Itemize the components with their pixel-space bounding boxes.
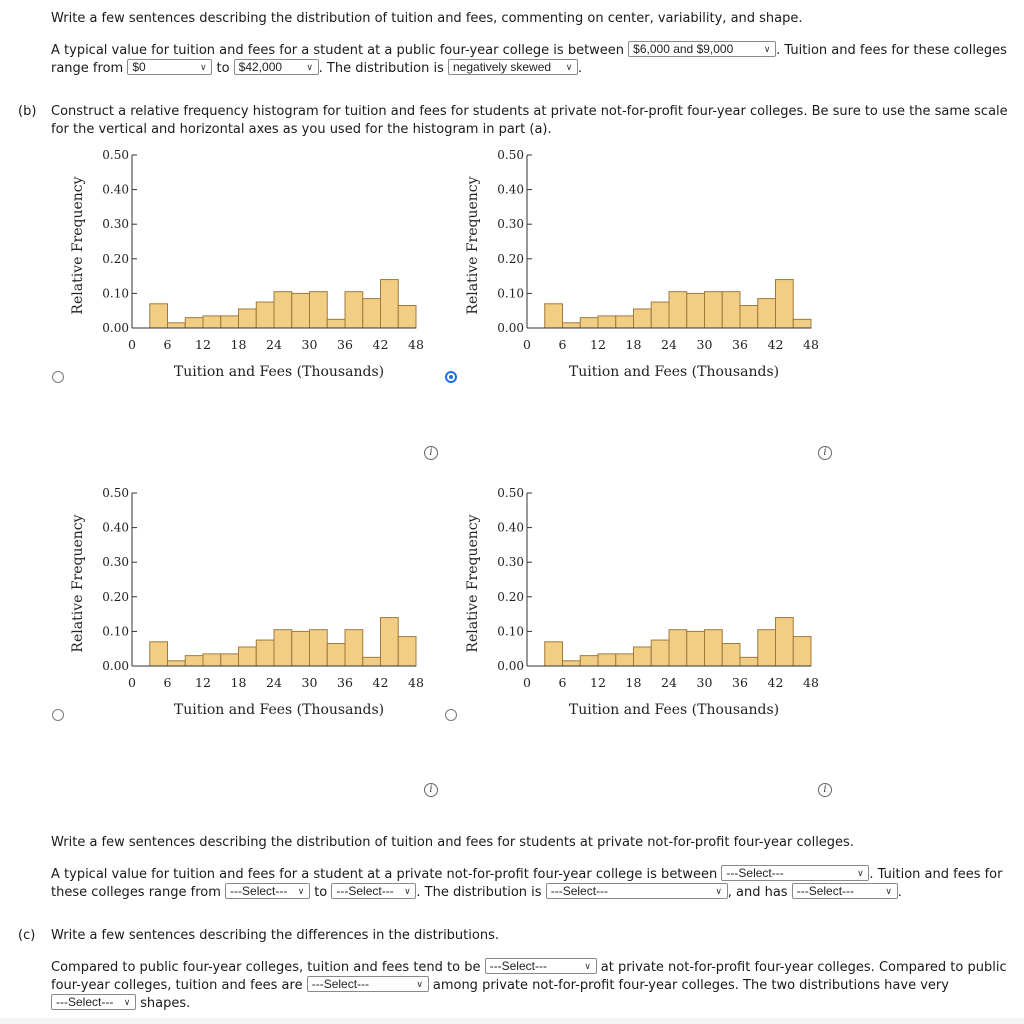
histogram-bar [345, 630, 363, 666]
x-tick-label: 12 [195, 675, 211, 690]
histogram-bar [274, 630, 292, 666]
histogram-bar [363, 299, 381, 328]
part-c-text-5: shapes. [140, 996, 191, 1011]
histogram-bar [793, 637, 811, 666]
x-tick-label: 42 [372, 337, 389, 352]
chevron-down-icon: ∨ [857, 868, 864, 878]
x-tick-label: 0 [523, 337, 531, 352]
info-icon[interactable]: i [424, 783, 438, 797]
part-c-variability-select[interactable]: ---Select--- ∨ [307, 976, 429, 992]
histogram-bar [292, 631, 310, 666]
x-tick-label: 30 [301, 337, 318, 352]
histogram-bar [669, 630, 687, 666]
part-c-text-1: Compared to public four-year colleges, tuition and fees tend to be [51, 960, 481, 975]
histogram-bar [381, 618, 399, 666]
histogram-option-1 [60, 145, 430, 385]
histogram-bar [758, 299, 776, 328]
y-tick-label: 0.50 [102, 486, 129, 500]
part-c-text-2: at private not-for-profit four-year colleges. Compared to public [600, 960, 1007, 975]
histogram-bar [722, 644, 740, 666]
histogram-bar [793, 319, 811, 328]
x-tick-label: 0 [128, 675, 136, 690]
x-tick-label: 48 [408, 675, 424, 690]
x-tick-label: 30 [696, 337, 713, 352]
chevron-down-icon: ∨ [885, 886, 892, 896]
part-c-text-4: among private not-for-profit four-year colleges. The two distributions have very [432, 978, 949, 993]
part-a-text-3: range from [51, 61, 124, 76]
x-axis-title: Tuition and Fees (Thousands) [568, 702, 780, 718]
x-tick-label: 36 [732, 337, 748, 352]
histogram-bar [185, 656, 203, 666]
x-tick-label: 48 [408, 337, 424, 352]
x-tick-label: 30 [696, 675, 713, 690]
y-axis-title: Relative Frequency [70, 514, 86, 653]
x-tick-label: 0 [128, 337, 136, 352]
part-c-sentence-line2 [51, 976, 949, 995]
y-tick-label: 0.10 [102, 286, 129, 301]
histogram-bar [563, 661, 581, 666]
histogram-bar [274, 292, 292, 328]
histogram-bar [705, 292, 723, 328]
part-c-comparison-select[interactable]: ---Select--- ∨ [485, 958, 597, 974]
histogram-bar [616, 316, 634, 328]
x-tick-label: 48 [803, 337, 819, 352]
part-c-label: (c) [18, 928, 36, 943]
histogram-bar [758, 630, 776, 666]
y-tick-label: 0.10 [497, 286, 524, 301]
x-tick-label: 36 [337, 675, 353, 690]
histogram-svg [455, 145, 825, 385]
histogram-bar [634, 647, 652, 666]
chevron-down-icon: ∨ [584, 961, 591, 971]
histogram-bar [221, 654, 239, 666]
part-a-range-max-select[interactable]: $42,000 ∨ [234, 59, 319, 75]
part-b-prompt: Write a few sentences describing the distribution of tuition and fees for students at private not-for-profit four-year colleges. [51, 835, 854, 850]
y-tick-label: 0.50 [102, 148, 129, 162]
x-tick-label: 24 [266, 675, 282, 690]
chevron-down-icon: ∨ [416, 979, 424, 989]
part-a-text-4: to [216, 61, 230, 76]
x-tick-label: 18 [625, 337, 642, 352]
chevron-down-icon: ∨ [123, 997, 131, 1007]
x-tick-label: 36 [337, 337, 353, 352]
x-tick-label: 42 [767, 337, 784, 352]
histogram-option-3-radio[interactable] [52, 709, 64, 721]
part-c-sentence-line3 [51, 994, 190, 1013]
part-a-sentence-line2 [51, 59, 582, 78]
info-icon[interactable]: i [818, 446, 832, 460]
histogram-bar [740, 657, 758, 666]
histogram-option-4-radio[interactable] [445, 709, 457, 721]
chevron-down-icon: ∨ [200, 62, 207, 72]
x-axis-title: Tuition and Fees (Thousands) [173, 702, 385, 718]
x-tick-label: 18 [230, 675, 247, 690]
part-c-prompt: Write a few sentences describing the differences in the distributions. [51, 928, 499, 943]
y-tick-label: 0.00 [497, 321, 524, 335]
x-tick-label: 24 [661, 337, 677, 352]
x-tick-label: 6 [163, 337, 172, 352]
part-a-text-6: . [578, 61, 583, 76]
part-b-text-4: to [314, 885, 328, 900]
histogram-bar [776, 618, 794, 666]
part-b-range-min-select[interactable]: ---Select--- ∨ [225, 883, 310, 899]
x-axis-title: Tuition and Fees (Thousands) [173, 364, 385, 380]
histogram-bar [185, 318, 203, 328]
y-tick-label: 0.20 [102, 589, 129, 604]
part-c-text-3: four-year colleges, tuition and fees are [51, 978, 303, 993]
histogram-bar [563, 323, 581, 328]
y-tick-label: 0.40 [102, 520, 129, 535]
histogram-bar [292, 293, 310, 328]
y-tick-label: 0.00 [497, 659, 524, 673]
histogram-bar [168, 661, 186, 666]
part-b-sentence-line1 [51, 865, 1002, 884]
x-tick-label: 24 [266, 337, 282, 352]
x-tick-label: 12 [590, 337, 606, 352]
x-tick-label: 48 [803, 675, 819, 690]
histogram-bar [598, 316, 616, 328]
chevron-down-icon: ∨ [565, 62, 573, 72]
part-a-shape-select[interactable]: negatively skewed ∨ [448, 59, 578, 75]
part-b-text-1: A typical value for tuition and fees for a student at a private not-for-profit four-year college is between [51, 867, 718, 882]
part-a-range-min-select[interactable]: $0 ∨ [127, 59, 212, 75]
histogram-bar [239, 647, 257, 666]
histogram-option-3 [60, 483, 430, 723]
histogram-option-1-radio[interactable] [52, 371, 64, 383]
y-tick-label: 0.10 [497, 624, 524, 639]
histogram-bar [327, 319, 345, 328]
x-tick-label: 18 [625, 675, 642, 690]
x-axis-title: Tuition and Fees (Thousands) [568, 364, 780, 380]
x-tick-label: 6 [558, 675, 567, 690]
chevron-down-icon: ∨ [763, 44, 771, 54]
part-b-shape-select[interactable]: ---Select--- ∨ [546, 883, 728, 899]
y-tick-label: 0.30 [497, 217, 524, 232]
histogram-bar [150, 304, 168, 328]
y-tick-label: 0.40 [497, 182, 524, 197]
histogram-bar [310, 292, 328, 328]
y-tick-label: 0.30 [102, 555, 129, 570]
x-tick-label: 12 [590, 675, 606, 690]
part-b-label: (b) [18, 104, 37, 119]
histogram-bar [203, 316, 221, 328]
histogram-bar [580, 318, 598, 328]
histogram-bar [345, 292, 363, 328]
histogram-bar [598, 654, 616, 666]
x-tick-label: 42 [767, 675, 784, 690]
y-axis-title: Relative Frequency [70, 176, 86, 315]
part-a-text-2: . Tuition and fees for these colleges [776, 43, 1007, 58]
histogram-svg [60, 483, 430, 723]
chevron-down-icon: ∨ [297, 886, 305, 896]
histogram-bar [580, 656, 598, 666]
info-icon[interactable]: i [424, 446, 438, 460]
histogram-bar [705, 630, 723, 666]
histogram-svg [455, 483, 825, 723]
part-a-sentence-line1 [51, 41, 1007, 60]
histogram-bar [776, 280, 794, 328]
y-axis-title: Relative Frequency [465, 514, 481, 653]
x-tick-label: 0 [523, 675, 531, 690]
x-tick-label: 12 [195, 337, 211, 352]
histogram-bar [310, 630, 328, 666]
part-a-text-1: A typical value for tuition and fees for a student at a public four-year college is between [51, 43, 625, 58]
histogram-bar [634, 309, 652, 328]
y-tick-label: 0.30 [102, 217, 129, 232]
histogram-bar [669, 292, 687, 328]
histogram-bar [381, 280, 399, 328]
y-tick-label: 0.20 [497, 589, 524, 604]
histogram-bar [239, 309, 257, 328]
y-tick-label: 0.10 [102, 624, 129, 639]
part-b-text-3: these colleges range from [51, 885, 221, 900]
part-b-range-max-select[interactable]: ---Select--- ∨ [331, 883, 416, 899]
part-b-text-2: . Tuition and fees for [869, 867, 1003, 882]
y-axis-title: Relative Frequency [465, 176, 481, 315]
y-tick-label: 0.00 [102, 321, 129, 335]
histogram-option-4 [455, 483, 825, 723]
part-b-text-7: . [897, 885, 902, 900]
x-tick-label: 6 [558, 337, 567, 352]
histogram-option-2-radio[interactable] [445, 371, 457, 383]
part-b-sentence-line2 [51, 883, 902, 902]
histogram-bar [651, 302, 669, 328]
part-b-instruction-line2: for the vertical and horizontal axes as you used for the histogram in part (a). [51, 122, 552, 137]
part-a-prompt: Write a few sentences describing the distribution of tuition and fees, commenting on center, variability, and shape. [51, 11, 803, 26]
part-b-modality-select[interactable]: ---Select--- ∨ [792, 883, 898, 899]
histogram-bar [398, 306, 416, 328]
chevron-down-icon: ∨ [306, 62, 313, 72]
histogram-bar [221, 316, 239, 328]
histogram-bar [398, 637, 416, 666]
histogram-bar [168, 323, 186, 328]
histogram-bar [327, 644, 345, 666]
histogram-bar [687, 631, 705, 666]
part-c-shape-select[interactable]: ---Select--- ∨ [51, 994, 136, 1010]
histogram-bar [616, 654, 634, 666]
part-a-text-5: . The distribution is [318, 61, 444, 76]
part-b-text-6: , and has [727, 885, 788, 900]
x-tick-label: 42 [372, 675, 389, 690]
part-b-text-5: . The distribution is [416, 885, 542, 900]
y-tick-label: 0.40 [497, 520, 524, 535]
histogram-bar [545, 642, 563, 666]
histogram-svg [60, 145, 430, 385]
histogram-bar [687, 293, 705, 328]
x-tick-label: 6 [163, 675, 172, 690]
histogram-bar [651, 640, 669, 666]
x-tick-label: 30 [301, 675, 318, 690]
histogram-bar [740, 306, 758, 328]
x-tick-label: 36 [732, 675, 748, 690]
histogram-option-2 [455, 145, 825, 385]
histogram-bar [256, 302, 274, 328]
info-icon[interactable]: i [818, 783, 832, 797]
part-b-instruction-line1: Construct a relative frequency histogram for tuition and fees for students at private not-for-profit four-year colleges. Be sure to use the same scale [51, 104, 1008, 119]
y-tick-label: 0.50 [497, 148, 524, 162]
histogram-bar [203, 654, 221, 666]
x-tick-label: 24 [661, 675, 677, 690]
part-c-sentence-line1 [51, 958, 1007, 977]
bottom-edge [0, 1018, 1024, 1024]
y-tick-label: 0.50 [497, 486, 524, 500]
histogram-bar [363, 657, 381, 666]
chevron-down-icon: ∨ [404, 886, 411, 896]
y-tick-label: 0.30 [497, 555, 524, 570]
part-b-typical-value-select[interactable]: ---Select--- ∨ [721, 865, 869, 881]
histogram-bar [256, 640, 274, 666]
histogram-bar [722, 292, 740, 328]
chevron-down-icon: ∨ [715, 886, 723, 896]
x-tick-label: 18 [230, 337, 247, 352]
histogram-bar [150, 642, 168, 666]
histogram-bar [545, 304, 563, 328]
y-tick-label: 0.20 [102, 251, 129, 266]
part-a-typical-value-select[interactable]: $6,000 and $9,000 ∨ [628, 41, 776, 57]
y-tick-label: 0.40 [102, 182, 129, 197]
y-tick-label: 0.20 [497, 251, 524, 266]
y-tick-label: 0.00 [102, 659, 129, 673]
